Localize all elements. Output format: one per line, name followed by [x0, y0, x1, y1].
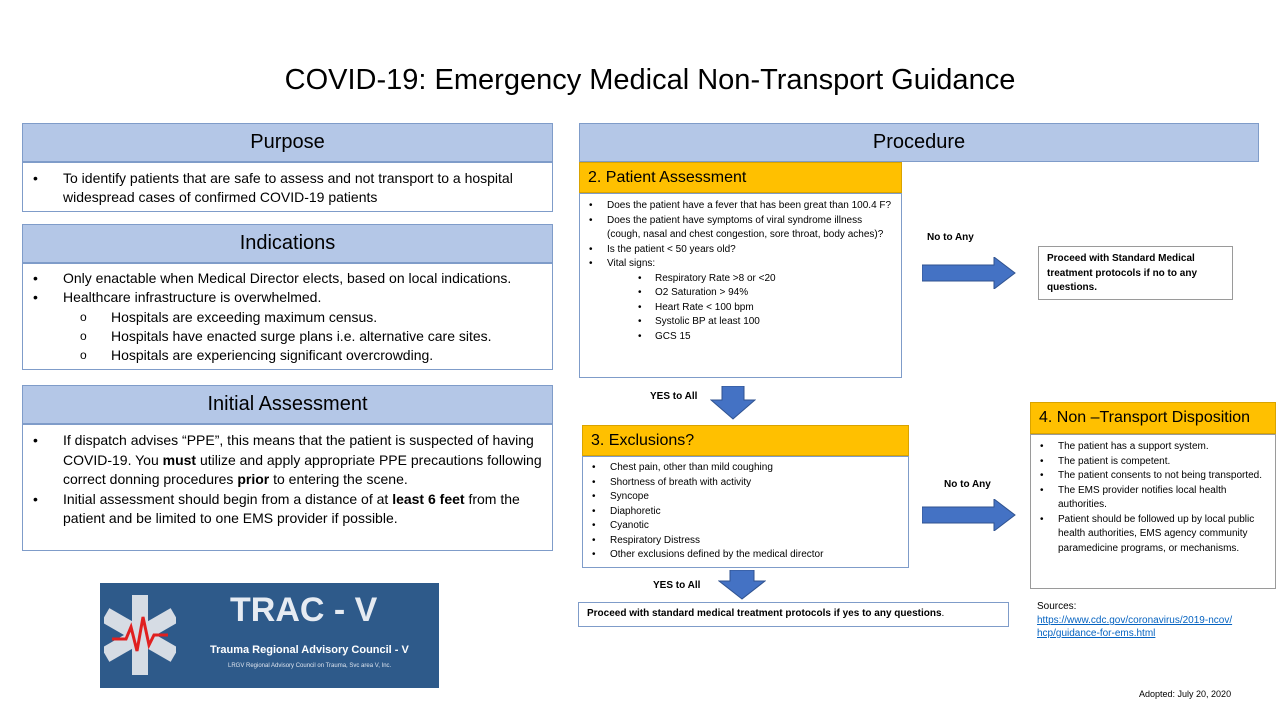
assessment-question: • Does the patient have a fever that has been great than 100.4 F?: [580, 199, 895, 214]
no-to-any-label: No to Any: [944, 479, 991, 490]
exclusion-item: • Diaphoretic: [583, 505, 902, 520]
yes-to-all-label: YES to All: [653, 580, 701, 591]
exclusion-item: • Respiratory Distress: [583, 534, 902, 549]
standard-protocol-box: Proceed with Standard Medical treatment protocols if no to any questions.: [1038, 246, 1233, 300]
disposition-box: [1030, 434, 1276, 589]
star-of-life-icon: [104, 587, 176, 683]
procedure-header: Procedure: [579, 123, 1259, 162]
purpose-item: • To identify patients that are safe to assess and not transport to a hospital widespread cases of confirmed COVID-19 patients: [23, 169, 544, 207]
vital-sign: • O2 Saturation > 94%: [580, 286, 895, 301]
assessment-question: • Is the patient < 50 years old?: [580, 243, 895, 258]
disposition-header: 4. Non –Transport Disposition: [1030, 402, 1276, 434]
disposition-item: • The EMS provider notifies local health authorities.: [1031, 484, 1269, 513]
initial-assessment-item: • Initial assessment should begin from a distance of at least 6 feet from the patient and be limited to one EMS provider if possible.: [23, 490, 544, 529]
logo-subtitle: Trauma Regional Advisory Council - V: [210, 644, 409, 656]
indications-subitem: o Hospitals are exceeding maximum census.: [23, 308, 544, 327]
indications-box: [22, 263, 553, 370]
sources-link[interactable]: https://www.cdc.gov/coronavirus/2019-ncov/hcp/guidance-for-ems.html: [1037, 615, 1233, 639]
page-title: COVID-19: Emergency Medical Non-Transport Guidance: [284, 64, 1016, 96]
indications-item: • Only enactable when Medical Director elects, based on local indications.: [23, 269, 544, 288]
indications-item: • Healthcare infrastructure is overwhelmed.: [23, 288, 544, 307]
exclusion-item: • Syncope: [583, 490, 902, 505]
vital-sign: • Respiratory Rate >8 or <20: [580, 272, 895, 287]
logo-title: TRAC - V: [230, 591, 378, 629]
bottom-protocol-box: Proceed with standard medical treatment protocols if yes to any questions.: [578, 602, 1009, 627]
vital-sign: • Heart Rate < 100 bpm: [580, 301, 895, 316]
purpose-box: [22, 162, 553, 212]
exclusions-header: 3. Exclusions?: [582, 425, 909, 456]
exclusion-item: • Chest pain, other than mild coughing: [583, 461, 902, 476]
exclusion-item: • Other exclusions defined by the medical director: [583, 548, 902, 563]
yes-to-all-label: YES to All: [650, 391, 698, 402]
sources-label: Sources:: [1037, 601, 1077, 612]
adopted-date: Adopted: July 20, 2020: [1139, 689, 1232, 699]
initial-assessment-item: • If dispatch advises “PPE”, this means that the patient is suspected of having COVID-19. You must utilize and apply appropriate PPE precautions following correct donning procedures prior to entering the scene.: [23, 431, 544, 490]
patient-assessment-box: [579, 193, 902, 378]
disposition-item: • The patient consents to not being transported.: [1031, 469, 1269, 484]
vital-sign: • GCS 15: [580, 330, 895, 345]
patient-assessment-header: 2. Patient Assessment: [579, 162, 902, 193]
trac-v-logo: [100, 583, 439, 688]
exclusion-item: • Cyanotic: [583, 519, 902, 534]
assessment-question: • Vital signs:: [580, 257, 895, 272]
disposition-item: • The patient is competent.: [1031, 455, 1269, 470]
no-to-any-label: No to Any: [927, 232, 974, 243]
assessment-question: • Does the patient have symptoms of viral syndrome illness (cough, nasal and chest congestion, sore throat, body aches)?: [580, 214, 895, 243]
initial-assessment-header: Initial Assessment: [22, 385, 553, 424]
indications-subitem: o Hospitals are experiencing significant overcrowding.: [23, 346, 544, 365]
right-arrow-icon: [922, 499, 1016, 531]
disposition-item: • The patient has a support system.: [1031, 440, 1269, 455]
indications-subitem: o Hospitals have enacted surge plans i.e. alternative care sites.: [23, 327, 544, 346]
exclusion-item: • Shortness of breath with activity: [583, 476, 902, 491]
disposition-item: • Patient should be followed up by local public health authorities, EMS agency community paramedicine programs, or mechanisms.: [1031, 513, 1269, 557]
initial-assessment-box: [22, 424, 553, 551]
exclusions-box: [582, 456, 909, 568]
right-arrow-icon: [922, 257, 1016, 289]
indications-header: Indications: [22, 224, 553, 263]
vital-sign: • Systolic BP at least 100: [580, 315, 895, 330]
logo-tagline: LRGV Regional Advisory Council on Trauma, Svc area V, Inc.: [228, 663, 392, 669]
down-arrow-icon: [718, 570, 766, 600]
purpose-header: Purpose: [22, 123, 553, 162]
down-arrow-icon: [710, 386, 756, 420]
